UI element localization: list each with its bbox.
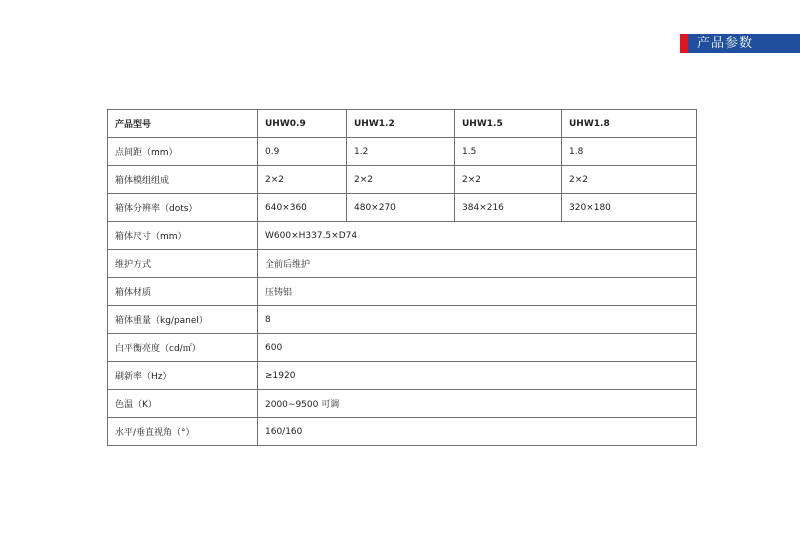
table-row xyxy=(108,222,697,250)
header-cell-uhw18: UHW1.8 xyxy=(562,110,697,138)
table-row xyxy=(108,138,697,166)
table-row xyxy=(108,166,697,194)
cell-value: 320×180 xyxy=(562,194,697,222)
header-cell-uhw15: UHW1.5 xyxy=(455,110,562,138)
cell-value: 2000~9500 可调 xyxy=(258,390,697,418)
row-label: 箱体分辨率（dots） xyxy=(108,194,258,222)
header-cell-uhw12: UHW1.2 xyxy=(347,110,455,138)
row-label: 色温（K） xyxy=(108,390,258,418)
cell-value: 384×216 xyxy=(455,194,562,222)
cell-value: 8 xyxy=(258,306,697,334)
header-cell-model: 产品型号 xyxy=(108,110,258,138)
table-row xyxy=(108,362,697,390)
table-row xyxy=(108,194,697,222)
row-label: 维护方式 xyxy=(108,250,258,278)
table-row xyxy=(108,418,697,446)
cell-value: 480×270 xyxy=(347,194,455,222)
section-title: 产品参数 xyxy=(688,34,800,53)
cell-value: 640×360 xyxy=(258,194,347,222)
row-label: 箱体材质 xyxy=(108,278,258,306)
cell-value: 2×2 xyxy=(562,166,697,194)
cell-value: 0.9 xyxy=(258,138,347,166)
cell-value: 2×2 xyxy=(347,166,455,194)
table-row xyxy=(108,250,697,278)
cell-value: 压铸铝 xyxy=(258,278,697,306)
cell-value: 1.8 xyxy=(562,138,697,166)
table-row xyxy=(108,278,697,306)
table-row xyxy=(108,390,697,418)
cell-value: W600×H337.5×D74 xyxy=(258,222,697,250)
row-label: 点间距（mm） xyxy=(108,138,258,166)
section-header xyxy=(680,34,800,53)
spec-table xyxy=(107,109,697,446)
row-label: 刷新率（Hz） xyxy=(108,362,258,390)
cell-value: 2×2 xyxy=(455,166,562,194)
table-header-row xyxy=(108,110,697,138)
row-label: 箱体模组组成 xyxy=(108,166,258,194)
row-label: 白平衡亮度（cd/㎡） xyxy=(108,334,258,362)
table-row xyxy=(108,306,697,334)
cell-value: 160/160 xyxy=(258,418,697,446)
header-accent-bar xyxy=(680,34,688,53)
table-row xyxy=(108,334,697,362)
cell-value: ≥1920 xyxy=(258,362,697,390)
cell-value: 2×2 xyxy=(258,166,347,194)
cell-value: 1.2 xyxy=(347,138,455,166)
row-label: 箱体尺寸（mm） xyxy=(108,222,258,250)
row-label: 水平/垂直视角（°） xyxy=(108,418,258,446)
cell-value: 600 xyxy=(258,334,697,362)
header-cell-uhw09: UHW0.9 xyxy=(258,110,347,138)
row-label: 箱体重量（kg/panel） xyxy=(108,306,258,334)
cell-value: 1.5 xyxy=(455,138,562,166)
cell-value: 全前后维护 xyxy=(258,250,697,278)
